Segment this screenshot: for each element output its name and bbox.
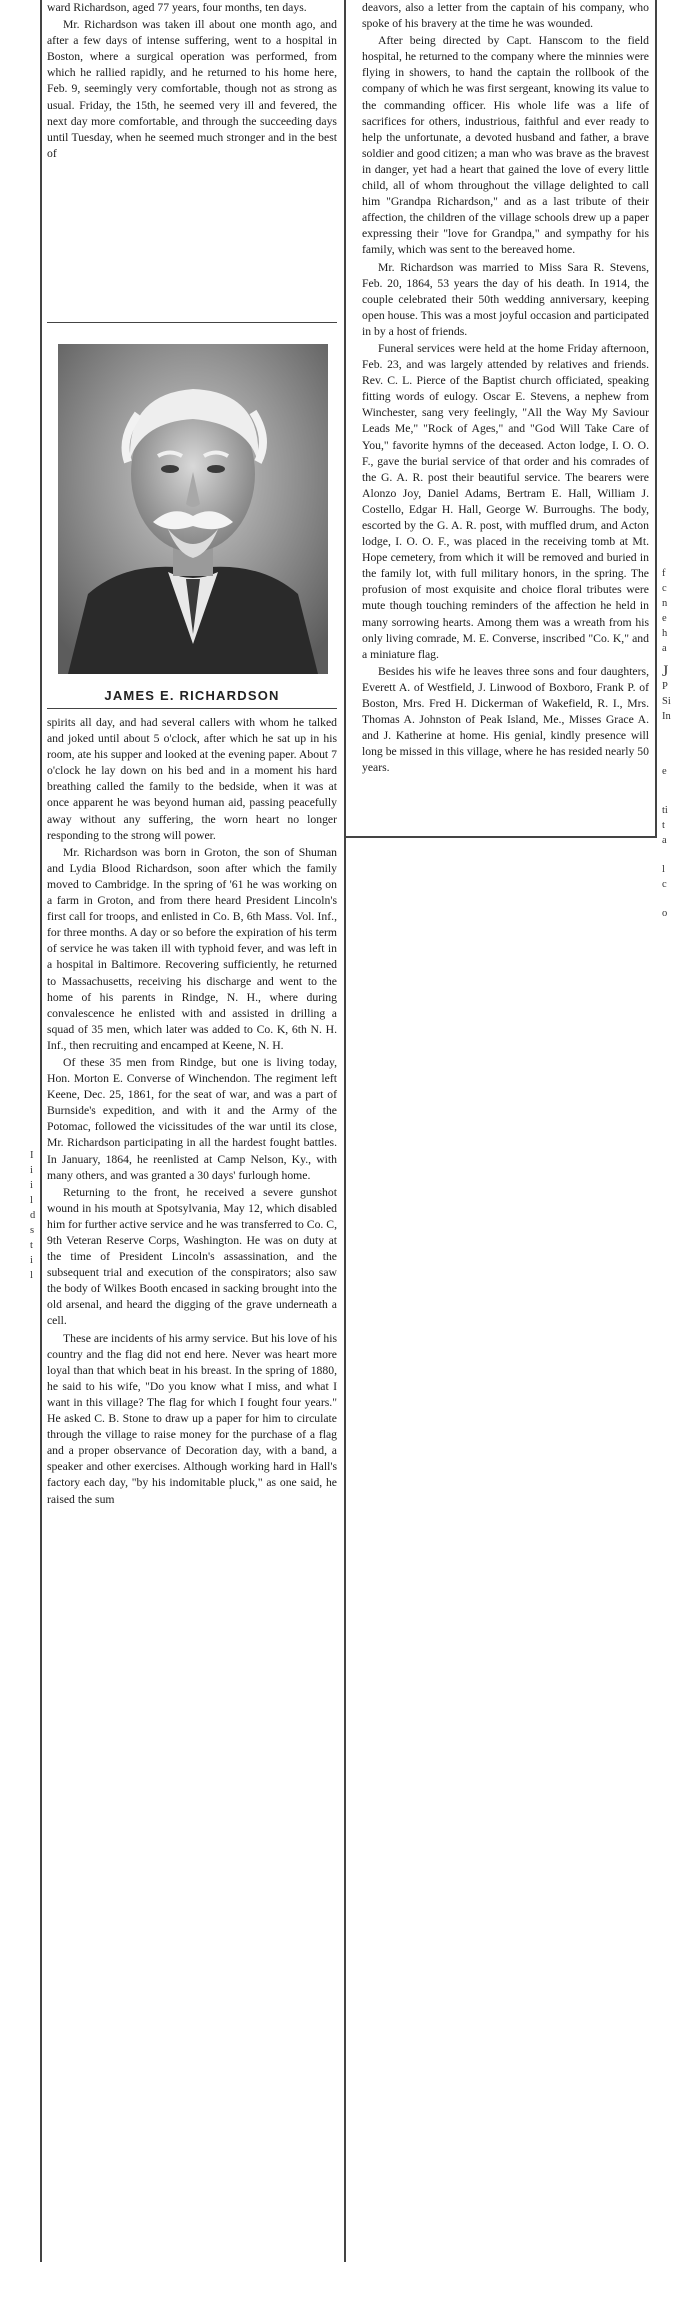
- portrait-top-rule: [47, 322, 337, 323]
- right-column-bottom-rule: [346, 836, 657, 838]
- stub-fragment: i: [30, 1180, 33, 1191]
- stub-fragment: P: [662, 681, 668, 692]
- stub-fragment: In: [662, 711, 671, 722]
- article-column-left-top: [47, 0, 337, 163]
- paragraph: These are incidents of his army service. But his love of his country and the flag did not end here. Never was heart more loyal than that which beat in his breast. In the spring of 1880, he said to his wife, "Do you know what I miss, and what I want in this village? The flag for which I fought four years." He asked C. B. Stone to draw up a paper for him to circulate through the village to raise money for the purchase of a flag and a proper observance of Decoration day, with a band, a speaker and other exercises. Although working hard in Hall's factory each day, "by his indomitable pluck," as one said, he raised the sum: [47, 1331, 337, 1506]
- stub-fragment: a: [662, 835, 667, 846]
- stub-fragment: n: [662, 598, 668, 609]
- stub-fragment: h: [662, 628, 668, 639]
- stub-fragment: s: [30, 1225, 35, 1236]
- paragraph: Returning to the front, he received a severe gunshot wound in his mouth at Spotsylvania, May 12, which disabled him for further active service and he was transferred to Co. C, 9th Veteran Reserve Corps, Washington. He was on duty at the time of President Lincoln's assassination, and the subsequent trial and execution of the conspirators; also saw the body of Wilkes Booth encased in sacking brought into the old arsenal, and heard the digging of the grave underneath a cell.: [47, 1185, 337, 1328]
- paragraph: Mr. Richardson was married to Miss Sara R. Stevens, Feb. 20, 1864, 53 years the day of his death. In 1914, the couple celebrated their 50th wedding anniversary, keeping open house. This was a most joyful occasion and participated in by a host of friends.: [362, 260, 649, 338]
- paragraph: Mr. Richardson was taken ill about one month ago, and after a few days of intense suffering, went to a hospital in Boston, where a surgical operation was performed, from which he rallied rapidly, and he returned to his home here, Feb. 9, seemingly very comfortable, though not as strong as usual. Friday, the 15th, he seemed very ill and fevered, the next day more comfortable, and through the succeeding days until Tuesday, when he seemed much stronger and in the best of: [47, 18, 337, 160]
- adjacent-column-stubs-right: [662, 566, 680, 921]
- stub-fragment: I: [30, 1150, 34, 1161]
- paragraph: Besides his wife he leaves three sons and four daughters, Everett A. of Westfield, J. Linwood of Boxboro, Frank P. of Boston, Mrs. Fred H. Dickerman of Wakefield, R. I., Mrs. Thomas A. Johnston of Peak Island, Me., Misses Grace A. and J. Katherine at home. His genial, kindly presence will long be missed in this village, where he has resided nearly 50 years.: [362, 664, 649, 775]
- paragraph: ward Richardson, aged 77 years, four months, ten days.: [47, 1, 307, 14]
- stub-fragment: c: [662, 583, 667, 594]
- stub-fragment: f: [662, 568, 666, 579]
- stub-fragment: i: [30, 1165, 33, 1176]
- article-column-left-bottom: [47, 715, 337, 1509]
- stub-fragment: l: [30, 1195, 33, 1206]
- stub-fragment: J: [662, 663, 669, 680]
- portrait-photo: [58, 344, 328, 674]
- paragraph: Mr. Richardson was born in Groton, the son of Shuman and Lydia Blood Richardson, soon after which the family moved to Cambridge. In the spring of '61 he was working on a farm in Groton, and from there heard President Lincoln's first call for troops, and enlisted in Co. B, 6th Mass. Vol. Inf., for three months. A day or so before the expiration of his term of service he was taken ill with typhoid fever, and was left in a hospital in Baltimore. Recovering sufficiently, he returned to Massachusetts, receiving his discharge and went to the home of his parents in Rindge, N. H., where during convalescence he enlisted with and assisted in drilling a squad of 35 men, which later was added to Co. K, 6th N. H. Inf., then recruiting and encamped at Keene, N. H.: [47, 845, 337, 1052]
- portrait-image: [58, 344, 328, 674]
- stub-fragment: t: [30, 1240, 33, 1251]
- stub-fragment: e: [662, 613, 667, 624]
- paragraph: spirits all day, and had several callers with whom he talked and joked until about 5 o'clock, after which he sat up in his room, ate his supper and looked at the evening paper. About 7 o'clock he lay down on his bed and in a moment his hard breathing called the family to the bedside, when it was at once apparent he was beyond human aid, passing peacefully away without any suffering, the worn heart no longer responding to the strong will power.: [47, 716, 337, 842]
- stub-fragment: t: [662, 820, 665, 831]
- left-column-rule: [40, 0, 42, 2262]
- stub-fragment: Si: [662, 696, 671, 707]
- right-column-rule: [655, 0, 657, 836]
- stub-fragment: o: [662, 908, 668, 919]
- stub-fragment: i: [30, 1255, 33, 1266]
- stub-fragment: d: [30, 1210, 36, 1221]
- stub-fragment: e: [662, 766, 667, 777]
- stub-fragment: l: [662, 864, 665, 875]
- portrait-caption: JAMES E. RICHARDSON: [104, 688, 280, 703]
- article-column-right: [362, 0, 649, 778]
- center-column-rule: [344, 0, 346, 2262]
- stub-fragment: c: [662, 879, 667, 890]
- stub-fragment: a: [662, 643, 667, 654]
- stub-fragment: ti: [662, 805, 668, 816]
- caption-bottom-rule: [47, 708, 337, 709]
- adjacent-column-stubs-left: [30, 1148, 42, 1283]
- paragraph: Funeral services were held at the home Friday afternoon, Feb. 23, and was largely attended by relatives and friends. Rev. C. L. Pierce of the Baptist church officiated, speaking fitting words of eulogy. Oscar E. Stevens, a nephew from Winchester, sang very feelingly, "All the Way My Saviour Leads Me," "Rock of Ages," and "God Will Take Care of You," favorite hymns of the deceased. Acton lodge, I. O. O. F., gave the burial service of that order and his comrades of the G. A. R. post their beautiful service. The bearers were Alonzo Joy, Daniel Adams, Bertram E. Hall, William J. Costello, Edgar H. Hall, George W. Burroughs. The body, escorted by the G. A. R. post, with muffled drum, and Acton lodge, I. O. O. F., was placed in the receiving tomb at Mt. Hope cemetery, from which it will be removed and buried in the family lot, with full military honors, in the spring. The profusion of most exquisite and choice floral tributes were mute though touching reminders of the affection he held in many sorrowing hearts. Among them was a wreath from his only living comrade, M. E. Converse, inscribed "Co. K," and a miniature flag.: [362, 341, 649, 661]
- paragraph: After being directed by Capt. Hanscom to the field hospital, he returned to the company where the minnies were flying in showers, to hand the captain the rollbook of the company of which he was first sergeant, knowing its value to the commanding officer. His whole life was a life of sacrifices for others, industrious, faithful and ever ready to help the unfortunate, a devoted husband and father, a brave soldier and good citizen; a man who was brave as the bravest in danger, yet had a heart that gained the love of every little child, all of whom throughout the village delighted to call him "Grandpa Richardson," and as a last tribute of their affection, the children of the village schools drew up a paper expressing their "love for Grandpa," and sympathy for his family, which was sent to the bereaved home.: [362, 34, 649, 257]
- paragraph: Of these 35 men from Rindge, but one is living today, Hon. Morton E. Converse of Winchendon. The regiment left Keene, Dec. 25, 1861, for the seat of war, and was a part of Burnside's expedition, and with it and the Army of the Potomac, followed the vicissitudes of the war until its close, Mr. Richardson participating in all the hardest fought battles. In January, 1864, he reenlisted at Camp Nelson, Ky., with many others, and was granted a 30 days' furlough home.: [47, 1055, 337, 1182]
- stub-fragment: l: [30, 1270, 33, 1281]
- paragraph: deavors, also a letter from the captain of his company, who spoke of his bravery at the time he was wounded.: [362, 1, 649, 31]
